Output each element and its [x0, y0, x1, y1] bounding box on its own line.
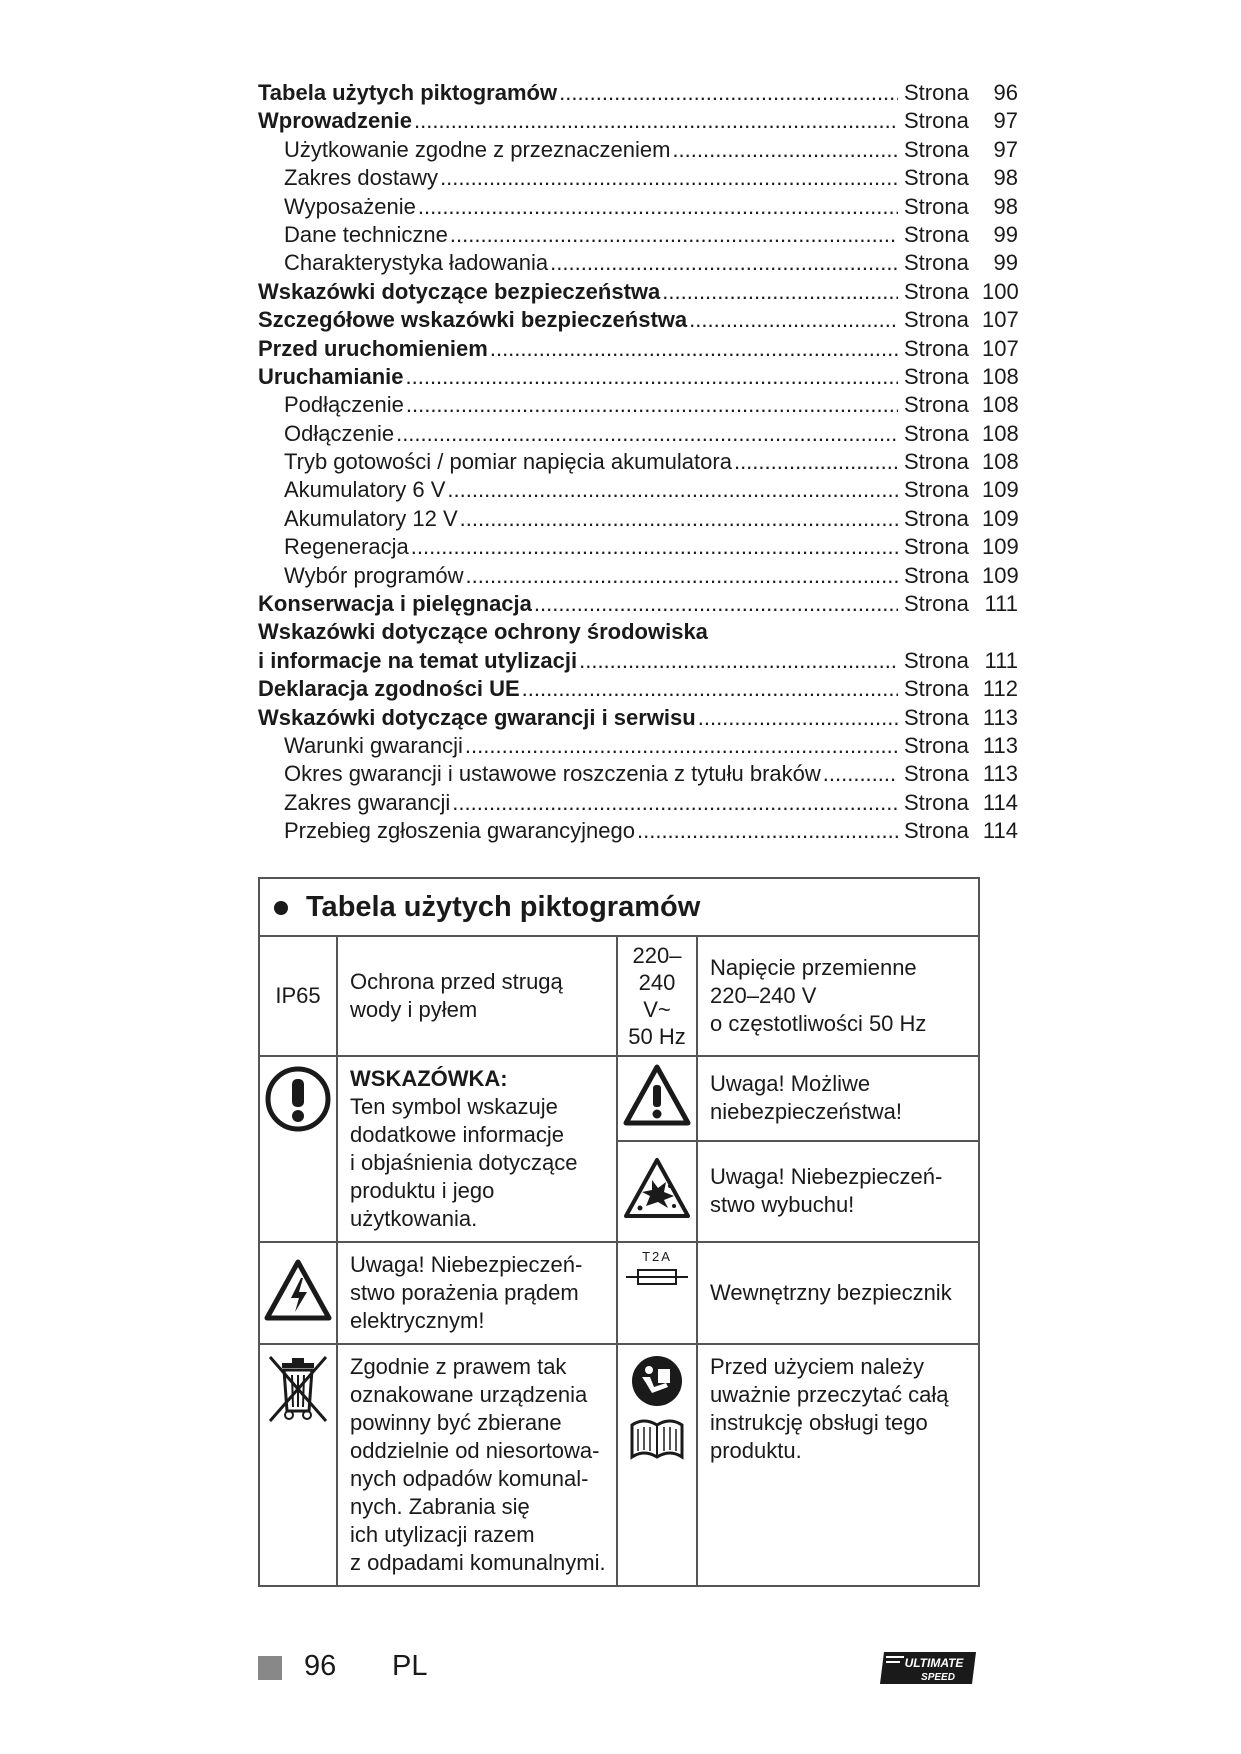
warning-line: Uwaga! Możliwe	[710, 1071, 871, 1097]
pictogram-table	[258, 877, 978, 1587]
fuse-icon-cell	[617, 1242, 697, 1344]
toc-entry-title: Tabela użytych piktogramów	[258, 80, 558, 105]
toc-entry-title: Okres gwarancji i ustawowe roszczenia z tytułu braków	[284, 761, 821, 787]
toc-leader-dots	[466, 563, 898, 589]
toc-page-label: Strona	[904, 704, 969, 730]
toc-entry	[258, 421, 1018, 449]
toc-entry	[258, 108, 1018, 136]
toc-page-number: 108	[982, 449, 1019, 475]
toc-entry	[258, 250, 1018, 278]
toc-leader-dots	[662, 279, 898, 305]
toc-entry-title: Podłączenie	[284, 392, 404, 418]
toc-leader-dots	[550, 250, 898, 276]
toc-entry-title: i informacje na temat utylizacji	[258, 647, 578, 673]
toc-leader-dots	[447, 477, 898, 503]
weee-line: oznakowane urządzenia	[350, 1382, 588, 1407]
toc-page-number: 96	[993, 80, 1018, 105]
toc-entry-title: Akumulatory 12 V	[284, 505, 458, 531]
toc-page-number: 114	[982, 818, 1018, 844]
toc-leader-dots	[440, 165, 898, 191]
toc-entry-title: Szczegółowe wskazówki bezpieczeństwa	[258, 307, 688, 333]
toc-entry	[258, 449, 1018, 477]
toc-page-number: 113	[982, 704, 1018, 730]
toc-page-label: Strona	[904, 307, 969, 333]
toc-leader-dots	[396, 421, 898, 447]
toc-entry	[258, 676, 1018, 704]
toc-leader-dots	[672, 137, 898, 163]
toc-page-label: Strona	[904, 278, 969, 304]
toc-entry-title: Deklaracja zgodności UE	[258, 676, 520, 702]
read-manual-icon	[626, 1353, 688, 1465]
toc-page-number: 99	[993, 221, 1018, 247]
voltage-symbol-line: 50 Hz	[628, 1024, 686, 1049]
toc-entry	[258, 648, 1018, 676]
toc-entry-title: Wprowadzenie	[258, 108, 413, 134]
toc-page-label: Strona	[904, 80, 969, 105]
toc-entry	[258, 591, 1018, 619]
toc-page-number: 113	[982, 732, 1018, 758]
toc-leader-dots	[522, 676, 898, 702]
shock-description	[337, 1242, 617, 1344]
fuse-label: T2A	[642, 1249, 672, 1264]
ultimate-speed-logo	[878, 1650, 978, 1686]
toc-entry-title: Charakterystyka ładowania	[284, 250, 549, 276]
note-line: produktu i jego	[350, 1178, 495, 1203]
toc-page-label: Strona	[904, 221, 969, 247]
toc-entry-title: Wybór programów	[284, 562, 464, 588]
toc-entry-title: Dane techniczne	[284, 221, 448, 247]
shock-line: stwo porażenia prądem	[350, 1280, 579, 1305]
ip65-line: Ochrona przed strugą	[350, 969, 563, 994]
manual-line: produktu.	[710, 1438, 802, 1463]
toc-page-number: 98	[993, 193, 1018, 219]
warning-description	[697, 1056, 979, 1141]
toc-page-number: 113	[982, 761, 1018, 787]
fuse-description	[697, 1242, 979, 1344]
warning-line: niebezpieczeństwa!	[710, 1099, 903, 1125]
page-footer	[258, 1648, 978, 1688]
toc-leader-dots	[465, 733, 898, 759]
warning-triangle-icon	[622, 1063, 692, 1127]
toc-entry	[258, 818, 1018, 846]
toc-page-label: Strona	[904, 477, 969, 503]
weee-line: powinny być zbierane	[350, 1410, 562, 1435]
toc-leader-dots	[418, 194, 898, 220]
toc-page-label: Strona	[904, 108, 969, 134]
voltage-line: Napięcie przemienne	[710, 955, 917, 980]
voltage-description	[697, 936, 979, 1056]
toc-page-label: Strona	[904, 562, 969, 588]
toc-page-number: 109	[982, 477, 1019, 503]
weee-line: nych. Zabrania się	[350, 1494, 530, 1519]
toc-page-label: Strona	[904, 363, 969, 389]
toc-page-number: 97	[993, 108, 1018, 134]
toc-page-label: Strona	[904, 789, 969, 815]
voltage-line: o częstotliwości 50 Hz	[710, 1011, 927, 1036]
toc-leader-dots	[698, 705, 898, 731]
toc-entry	[258, 137, 1018, 165]
logo-line-1: ULTIMATE	[904, 1656, 964, 1670]
toc-entry	[258, 563, 1018, 591]
toc-entry-title: Przed uruchomieniem	[258, 335, 488, 361]
toc-page-label: Strona	[904, 392, 969, 418]
table-of-contents	[258, 80, 1018, 847]
toc-page-number: 107	[982, 335, 1019, 361]
toc-entry-title: Zakres dostawy	[284, 165, 439, 191]
toc-entry	[258, 705, 1018, 733]
toc-leader-dots	[450, 222, 898, 248]
toc-entry	[258, 336, 1018, 364]
explosion-warning-icon	[622, 1156, 692, 1220]
ip65-label: IP65	[275, 983, 321, 1008]
manual-line: instrukcję obsługi tego	[710, 1410, 928, 1435]
toc-entry	[258, 307, 1018, 335]
toc-leader-dots	[559, 80, 898, 106]
toc-entry	[258, 392, 1018, 420]
toc-entry-title: Konserwacja i pielęgnacja	[258, 591, 532, 617]
note-icon-cell	[259, 1056, 337, 1242]
fuse-line: Wewnętrzny bezpiecznik	[710, 1280, 952, 1305]
toc-page-label: Strona	[904, 591, 969, 617]
toc-entry-title: Tryb gotowości / pomiar napięcia akumulatora	[284, 449, 732, 475]
shock-icon-cell	[259, 1242, 337, 1344]
fuse-icon	[624, 1265, 690, 1289]
ip65-description	[337, 936, 617, 1056]
toc-entry-title: Uruchamianie	[258, 363, 404, 389]
toc-page-label: Strona	[904, 676, 969, 702]
toc-page-label: Strona	[904, 732, 969, 758]
toc-leader-dots	[406, 364, 899, 390]
toc-entry	[258, 761, 1018, 789]
explosion-icon-cell	[617, 1141, 697, 1242]
toc-leader-dots	[637, 818, 898, 844]
note-description	[337, 1056, 617, 1242]
toc-entry-title: Wskazówki dotyczące bezpieczeństwa	[258, 278, 661, 304]
toc-page-label: Strona	[904, 761, 969, 787]
toc-page-label: Strona	[904, 420, 969, 446]
toc-page-label: Strona	[904, 505, 969, 531]
pictogram-table-title: Tabela użytych piktogramów	[306, 891, 701, 924]
toc-entry	[258, 534, 1018, 562]
toc-page-number: 112	[982, 676, 1018, 702]
toc-page-label: Strona	[904, 818, 969, 844]
ip65-line: wody i pyłem	[350, 997, 478, 1022]
toc-entry	[258, 364, 1018, 392]
toc-leader-dots	[490, 336, 898, 362]
toc-page-number: 98	[993, 165, 1018, 191]
note-heading: WSKAZÓWKA:	[350, 1066, 508, 1091]
toc-page-number: 109	[982, 505, 1019, 531]
weee-line: nych odpadów komunal-	[350, 1466, 589, 1491]
footer-square-marker	[258, 1656, 282, 1680]
explosion-line: stwo wybuchu!	[710, 1192, 855, 1218]
toc-page-number: 108	[982, 363, 1019, 389]
toc-page-number: 108	[982, 420, 1019, 446]
toc-leader-dots	[734, 449, 898, 475]
weee-line: ich utylizacji razem	[350, 1522, 535, 1547]
toc-entry-title: Warunki gwarancji	[284, 732, 463, 758]
toc-entry-title: Odłączenie	[284, 420, 395, 446]
manual-description	[697, 1344, 979, 1586]
toc-page-label: Strona	[904, 534, 969, 560]
toc-page-number: 111	[984, 647, 1018, 673]
toc-entry-title: Regeneracja	[284, 534, 409, 560]
toc-leader-dots	[823, 761, 898, 787]
toc-page-number: 109	[982, 562, 1019, 588]
warning-icon-cell	[617, 1056, 697, 1141]
toc-entry	[258, 619, 1018, 647]
explosion-line: Uwaga! Niebezpieczeń-	[710, 1164, 943, 1190]
toc-leader-dots	[414, 108, 898, 134]
manual-line: uważnie przeczytać całą	[710, 1382, 949, 1407]
note-line: Ten symbol wskazuje	[350, 1094, 558, 1119]
toc-page-number: 107	[982, 307, 1019, 333]
toc-entry	[258, 279, 1018, 307]
bullet-icon	[274, 901, 288, 915]
toc-entry-title: Wyposażenie	[284, 193, 416, 219]
toc-entry	[258, 733, 1018, 761]
shock-line: Uwaga! Niebezpieczeń-	[350, 1252, 583, 1277]
voltage-symbol-line: 240	[638, 970, 676, 995]
toc-page-label: Strona	[904, 449, 969, 475]
toc-entry	[258, 80, 1018, 108]
toc-leader-dots	[460, 506, 898, 532]
pictogram-table-header	[259, 878, 979, 936]
crossed-out-bin-icon	[264, 1353, 332, 1425]
language-code: PL	[392, 1650, 428, 1682]
manual-icon-cell	[617, 1344, 697, 1586]
toc-entry-title: Użytkowanie zgodne z przeznaczeniem	[284, 136, 671, 162]
toc-entry	[258, 790, 1018, 818]
toc-page-number: 111	[984, 591, 1018, 617]
toc-entry	[258, 477, 1018, 505]
toc-page-label: Strona	[904, 647, 969, 673]
toc-entry-title: Przebieg zgłoszenia gwarancyjnego	[284, 818, 635, 844]
electric-shock-icon	[263, 1258, 333, 1322]
note-line: użytkowania.	[350, 1206, 478, 1231]
logo-line-2: SPEED	[921, 1672, 955, 1683]
ip65-cell	[259, 936, 337, 1056]
toc-leader-dots	[689, 307, 898, 333]
toc-entry-title: Akumulatory 6 V	[284, 477, 446, 503]
toc-page-number: 99	[993, 250, 1018, 276]
toc-leader-dots	[534, 591, 898, 617]
weee-line: oddzielnie od niesortowa-	[350, 1438, 600, 1463]
toc-leader-dots	[411, 534, 898, 560]
weee-icon-cell	[259, 1344, 337, 1586]
toc-entry-title: Zakres gwarancji	[284, 789, 451, 815]
page-number: 96	[304, 1650, 337, 1682]
explosion-description	[697, 1141, 979, 1242]
toc-entry	[258, 506, 1018, 534]
note-line: i objaśnienia dotyczące	[350, 1150, 578, 1175]
toc-entry	[258, 194, 1018, 222]
toc-page-label: Strona	[904, 193, 969, 219]
toc-entry	[258, 222, 1018, 250]
note-line: dodatkowe informacje	[350, 1122, 565, 1147]
exclamation-circle-icon	[264, 1065, 332, 1133]
weee-description	[337, 1344, 617, 1586]
toc-page-number: 114	[982, 789, 1018, 815]
toc-page-label: Strona	[904, 335, 969, 361]
weee-line: z odpadami komunalnymi.	[350, 1550, 606, 1575]
toc-page-number: 109	[982, 534, 1019, 560]
manual-line: Przed użyciem należy	[710, 1354, 924, 1379]
voltage-symbol-line: V~	[643, 997, 671, 1022]
toc-page-number: 97	[993, 136, 1018, 162]
toc-leader-dots	[452, 790, 898, 816]
voltage-symbol	[617, 936, 697, 1056]
shock-line: elektrycznym!	[350, 1308, 485, 1333]
toc-page-label: Strona	[904, 136, 969, 162]
toc-page-label: Strona	[904, 250, 969, 276]
toc-page-number: 108	[982, 392, 1019, 418]
voltage-line: 220–240 V	[710, 983, 817, 1008]
voltage-symbol-line: 220–	[632, 943, 682, 968]
toc-entry-title: Wskazówki dotyczące gwarancji i serwisu	[258, 704, 696, 730]
toc-entry	[258, 165, 1018, 193]
toc-page-label: Strona	[904, 165, 969, 191]
toc-leader-dots	[579, 648, 898, 674]
weee-line: Zgodnie z prawem tak	[350, 1354, 567, 1379]
toc-leader-dots	[406, 392, 898, 418]
toc-entry-title: Wskazówki dotyczące ochrony środowiska	[258, 619, 708, 645]
toc-page-number: 100	[982, 278, 1019, 304]
